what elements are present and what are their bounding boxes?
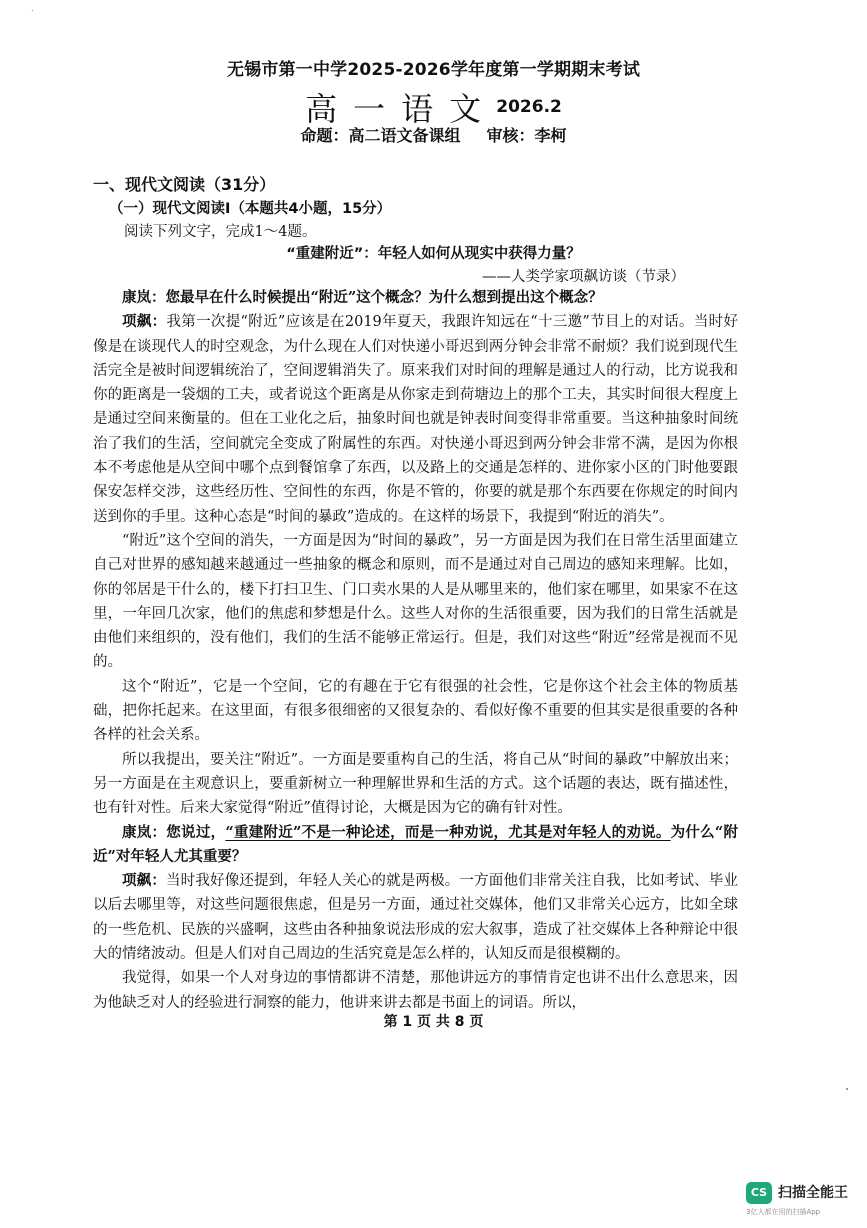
subject-title: 高一语文 <box>305 90 498 128</box>
paragraph <box>93 310 738 529</box>
speaker-label: 项飙： <box>122 314 167 331</box>
answer-text: 我第一次提“附近”应该是在2019年夏天，我跟许知远在“十三邀”节目上的对话。当时好像是在谈现代人的时空观念，为什么现在人们对快递小哥迟到两分钟会非常不耐烦？我们说到现代生活完全是被时间逻辑统治了，空间逻辑消失了。原来我们对时间的理解是通过人的行动，比方说我和你的距离是一袋烟的工夫，或者说这个距离是从你家走到荷塘边上的那个工夫，其实时间很大程度上是通过空间来衡量的。但在工业化之后，抽象时间也就是钟表时间变得非常重要。当这种抽象时间统治了我们的生活，空间就完全变成了附属性的东西。对快递小哥迟到两分钟会非常不满，是因为你根本不考虑他是从空间中哪个点到餐馆拿了东西，以及路上的交通是怎样的、进你家小区的门时他要跟保安怎样交涉，这些经历性、空间性的东西，你是不管的，你要的就是那个东西要在你规定的时间内送到你的手里。这种心态是“时间的暴政”造成的。在这样的场景下，我提到“附近的消失”。 <box>93 314 738 525</box>
scan-corner-mark: ˙ <box>30 10 35 20</box>
speaker-label: 项飙： <box>122 873 167 890</box>
paragraph <box>93 286 738 310</box>
paragraph <box>93 869 738 966</box>
article-title: “重建附近”：年轻人如何从现实中获得力量？ <box>286 246 581 262</box>
paragraph <box>93 821 738 870</box>
underlined-text: “重建附近”不是一种论述，而是一种 <box>225 823 464 841</box>
section-title: 一、现代文阅读（31分） <box>93 175 276 194</box>
reviewer: 审核：李柯 <box>486 126 567 145</box>
paragraph: “附近”这个空间的消失，一方面是因为“时间的暴政”，另一方面是因为我们在日常生活里面建立自己对世界的感知越来越通过一些抽象的概念和原则，而不是通过对自己周边的感知来理解。比如，你的邻居是干什么的，楼下打扫卫生、门口卖水果的人是从哪里来的，他们家在哪里，如果家不在这里，一年回几次家，他们的焦虑和梦想是什么。这些人对你的生活很重要，因为我们的日常生活就是由他们来组织的，没有他们，我们的生活不能够正常运行。但是，我们对这些“附近”经常是视而不见的。 <box>93 532 738 671</box>
paragraph: 我觉得，如果一个人对身边的事情都讲不清楚，那他讲远方的事情肯定也讲不出什么意思来，因为他缺乏对人的经验进行洞察的能力，他讲来讲去都是书面上的词语。所以， <box>93 970 738 1011</box>
reading-instruction: 阅读下列文字，完成1～4题。 <box>124 224 317 240</box>
speaker-label: 康岚： <box>122 290 166 306</box>
proposer: 命题：高二语文备课组 <box>300 126 461 145</box>
speaker-label: 康岚： <box>122 824 167 841</box>
subsection-title: （一）现代文阅读Ⅰ（本题共4小题，15分） <box>109 201 392 217</box>
article-source: ——人类学家项飙访谈（节录） <box>482 269 685 285</box>
scan-speck <box>846 1088 848 1090</box>
question-text: 为什么“附近”对年轻人尤其重要？ <box>93 823 739 865</box>
answer-text: 当时我好像还提到，年轻人关心的就是两极。一方面他们非常关注自我，比如考试、毕业以后去哪里等，对这些问题很焦虑，但是另一方面，通过社交媒体，他们又非常关心远方，比如全球的一些危机、民族的兴盛啊，这些由各种抽象说法形成的宏大叙事，造成了社交媒体上各种辩论中很大的情绪波动。但是人们对自己周边的生活究竟是怎么样的，认知反而是很模糊的。 <box>93 873 738 963</box>
watermark-tagline: 3亿人都在用的扫描App <box>746 1208 821 1216</box>
paragraph: 这个“附近”，它是一个空间，它的有趣在于它有很强的社会性，它是你这个社会主体的物质基础，把你托起来。在这里面，有很多很细密的又很复杂的、看似好像不重要的但其实是很重要的各种各样的社会关系。 <box>93 678 738 744</box>
question-text: 您最早在什么时候提出“附近”这个概念？为什么想到提出这个概念？ <box>165 289 603 306</box>
camscanner-logo-icon: CS <box>746 1182 772 1204</box>
exam-date: 2026.2 <box>496 97 562 117</box>
watermark-app-name: 扫描全能王 <box>778 1185 848 1201</box>
article-body <box>93 286 738 1015</box>
exam-header: 无锡市第一中学2025-2026学年度第一学期期末考试 <box>226 60 641 80</box>
underlined-text: 劝说，尤其是对年轻人的劝说。 <box>463 823 671 841</box>
paragraph: 所以我提出，要关注“附近”。一方面是要重构自己的生活，将自己从“时间的暴政”中解放出来；另一方面是在主观意识上，要重新树立一种理解世界和生活的方式。这个话题的表达，既有描述性，也有针对性。后来大家觉得“附近”值得讨论，大概是因为它的确有针对性。 <box>93 751 738 817</box>
page-number: 第 1 页 共 8 页 <box>383 1014 484 1030</box>
scanner-watermark <box>746 1180 858 1220</box>
question-text: 您说过， <box>166 823 226 841</box>
exam-credits <box>0 123 867 146</box>
